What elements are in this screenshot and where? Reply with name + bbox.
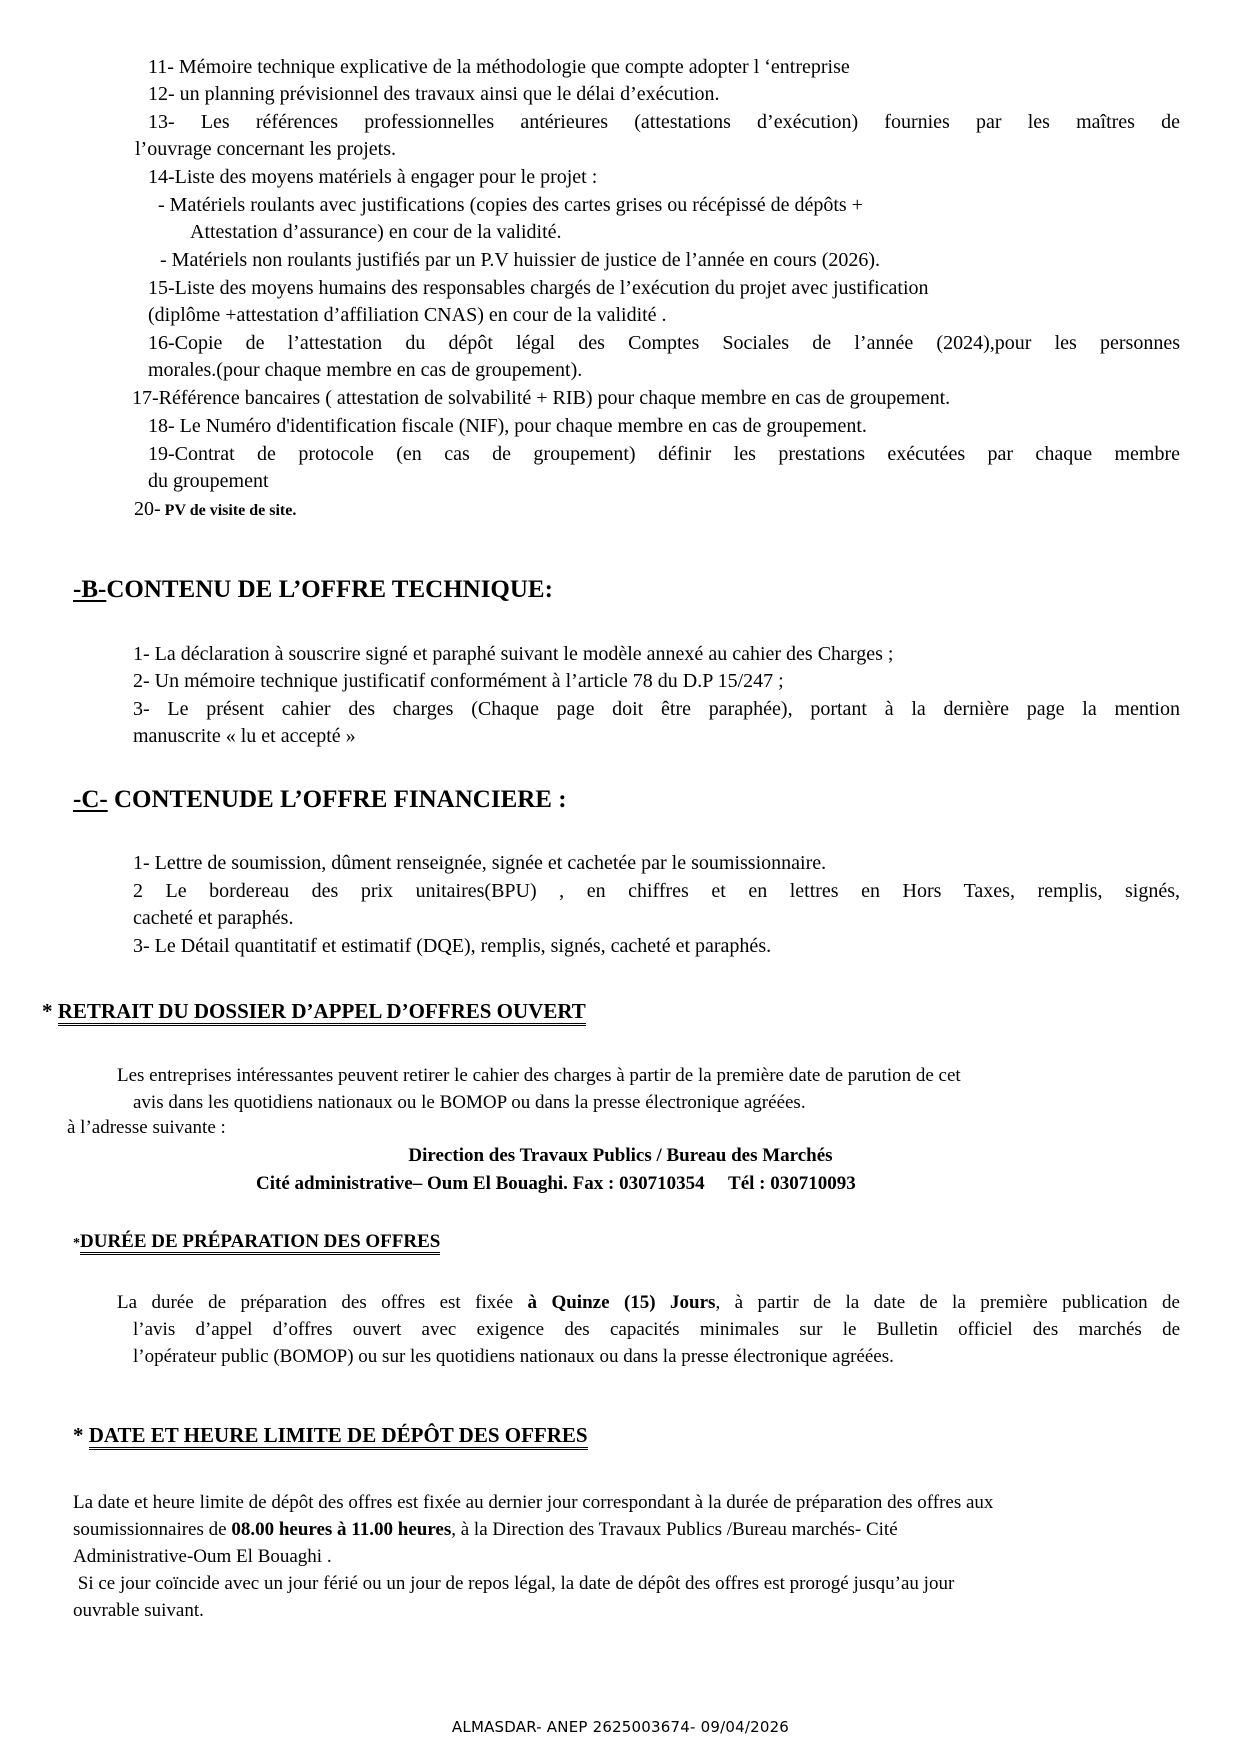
item-20-number: 20- — [134, 498, 161, 520]
depot-para-l2-bold: 08.00 heures à 11.00 heures — [231, 1519, 452, 1540]
section-c-item-2-line-2: cacheté et paraphés. — [133, 907, 294, 929]
retrait-address-line-2: Cité administrative– Oum El Bouaghi. Fax : 030710354 Tél : 030710093 — [256, 1173, 856, 1194]
item-14-sub-1-line-2: Attestation d’assurance) en cour de la validité. — [190, 221, 562, 243]
duree-para-l1-a: La durée de préparation des offres est fixée — [117, 1292, 528, 1313]
item-16-line-2: morales.(pour chaque membre en cas de groupement). — [148, 359, 583, 381]
section-b-prefix: -B- — [73, 576, 107, 603]
item-13-line-2: l’ouvrage concernant les projets. — [135, 138, 397, 160]
depot-heading — [73, 1421, 588, 1449]
section-b-item-1: 1- La déclaration à souscrire signé et paraphé suivant le modèle annexé au cahier des Charges ; — [133, 643, 894, 665]
duree-para-line-3: l’opérateur public (BOMOP) ou sur les quotidiens nationaux ou dans la presse électronique agréées. — [133, 1346, 894, 1367]
section-c-item-2-line-1: 2 Le bordereau des prix unitaires(BPU) , en chiffres et en lettres en Hors Taxes, remplis, signés, — [133, 880, 1180, 902]
item-14-sub-2: - Matériels non roulants justifiés par un P.V huissier de justice de l’année en cours (2026). — [160, 249, 881, 271]
retrait-para-line-1: Les entreprises intéressantes peuvent retirer le cahier des charges à partir de la première date de parution de cet — [117, 1065, 961, 1086]
item-19-line-1: 19-Contrat de protocole (en cas de groupement) définir les prestations exécutées par chaque membre — [148, 443, 1180, 465]
duree-title: DURÉE DE PRÉPARATION DES OFFRES — [80, 1231, 440, 1255]
depot-para-line-5: ouvrable suivant. — [73, 1600, 204, 1621]
duree-star: * — [73, 1236, 80, 1251]
retrait-title: RETRAIT DU DOSSIER D’APPEL D’OFFRES OUVERT — [58, 999, 586, 1026]
item-14-sub-1-line-1: - Matériels roulants avec justifications (copies des cartes grises ou récépissé de dépôts + — [158, 194, 863, 216]
item-18: 18- Le Numéro d'identification fiscale (NIF), pour chaque membre en cas de groupement. — [148, 415, 867, 437]
item-13-line-1: 13- Les références professionnelles antérieures (attestations d’exécution) fournies par les maîtres de — [148, 111, 1180, 133]
section-b-item-2: 2- Un mémoire technique justificatif conformément à l’article 78 du D.P 15/247 ; — [133, 670, 784, 692]
section-c-title: CONTENUDE L’OFFRE FINANCIERE : — [107, 786, 567, 813]
item-20 — [134, 495, 296, 525]
retrait-star: * — [42, 999, 58, 1023]
duree-para-line-1 — [117, 1289, 1180, 1317]
section-c-item-1: 1- Lettre de soumission, dûment renseignée, signée et cachetée par le soumissionnaire. — [133, 852, 827, 874]
item-17: 17-Référence bancaires ( attestation de solvabilité + RIB) pour chaque membre en cas de groupement. — [132, 387, 951, 409]
depot-para-line-2 — [73, 1516, 898, 1544]
retrait-address-intro: à l’adresse suivante : — [67, 1117, 226, 1138]
footer-reference: ALMASDAR- ANEP 2625003674- 09/04/2026 — [451, 1718, 790, 1736]
depot-title: DATE ET HEURE LIMITE DE DÉPÔT DES OFFRES — [89, 1423, 588, 1450]
duree-para-line-2: l’avis d’appel d’offres ouvert avec exigence des capacités minimales sur le Bulletin officiel des marchés de — [133, 1319, 1180, 1340]
item-19-line-2: du groupement — [148, 470, 269, 492]
retrait-heading — [42, 997, 586, 1025]
item-16-line-1: 16-Copie de l’attestation du dépôt légal des Comptes Sociales de l’année (2024),pour les personnes — [148, 332, 1180, 354]
section-c-prefix: -C- — [73, 786, 108, 813]
item-12: 12- un planning prévisionnel des travaux ainsi que le délai d’exécution. — [148, 83, 720, 105]
item-15-line-1: 15-Liste des moyens humains des responsables chargés de l’exécution du projet avec justification — [148, 277, 929, 299]
duree-para-l1-bold: à Quinze (15) Jours — [527, 1292, 716, 1313]
item-20-text: PV de visite de site. — [160, 502, 297, 519]
item-11: 11- Mémoire technique explicative de la méthodologie que compte adopter l ‘entreprise — [148, 56, 850, 78]
section-c-heading — [73, 784, 567, 816]
depot-star: * — [73, 1423, 89, 1447]
depot-para-line-4: Si ce jour coïncide avec un jour férié ou un jour de repos légal, la date de dépôt des offres est prorogé jusqu’au jour — [73, 1573, 955, 1594]
depot-para-line-1: La date et heure limite de dépôt des offres est fixée au dernier jour correspondant à la durée de préparation des offres aux — [73, 1492, 994, 1513]
duree-para-l1-b: , à partir de la date de la première publication de — [715, 1292, 1180, 1313]
retrait-address-line-1: Direction des Travaux Publics / Bureau des Marchés — [408, 1145, 833, 1166]
section-b-heading — [73, 574, 553, 606]
depot-para-line-3: Administrative-Oum El Bouaghi . — [73, 1546, 332, 1567]
depot-para-l2-b: , à la Direction des Travaux Publics /Bureau marchés- Cité — [451, 1519, 898, 1540]
section-b-title: CONTENU DE L’OFFRE TECHNIQUE: — [106, 576, 553, 603]
depot-para-l2-a: soumissionnaires de — [73, 1519, 232, 1540]
item-15-line-2: (diplôme +attestation d’affiliation CNAS) en cour de la validité . — [148, 304, 667, 326]
duree-heading — [73, 1229, 440, 1257]
retrait-para-line-2: avis dans les quotidiens nationaux ou le BOMOP ou dans la presse électronique agréées. — [133, 1092, 806, 1113]
item-14: 14-Liste des moyens matériels à engager pour le projet : — [148, 166, 598, 188]
section-b-item-3-line-2: manuscrite « lu et accepté » — [133, 725, 356, 747]
section-c-item-3: 3- Le Détail quantitatif et estimatif (DQE), remplis, signés, cacheté et paraphés. — [133, 935, 772, 957]
section-b-item-3-line-1: 3- Le présent cahier des charges (Chaque page doit être paraphée), portant à la dernière page la mention — [133, 698, 1180, 720]
